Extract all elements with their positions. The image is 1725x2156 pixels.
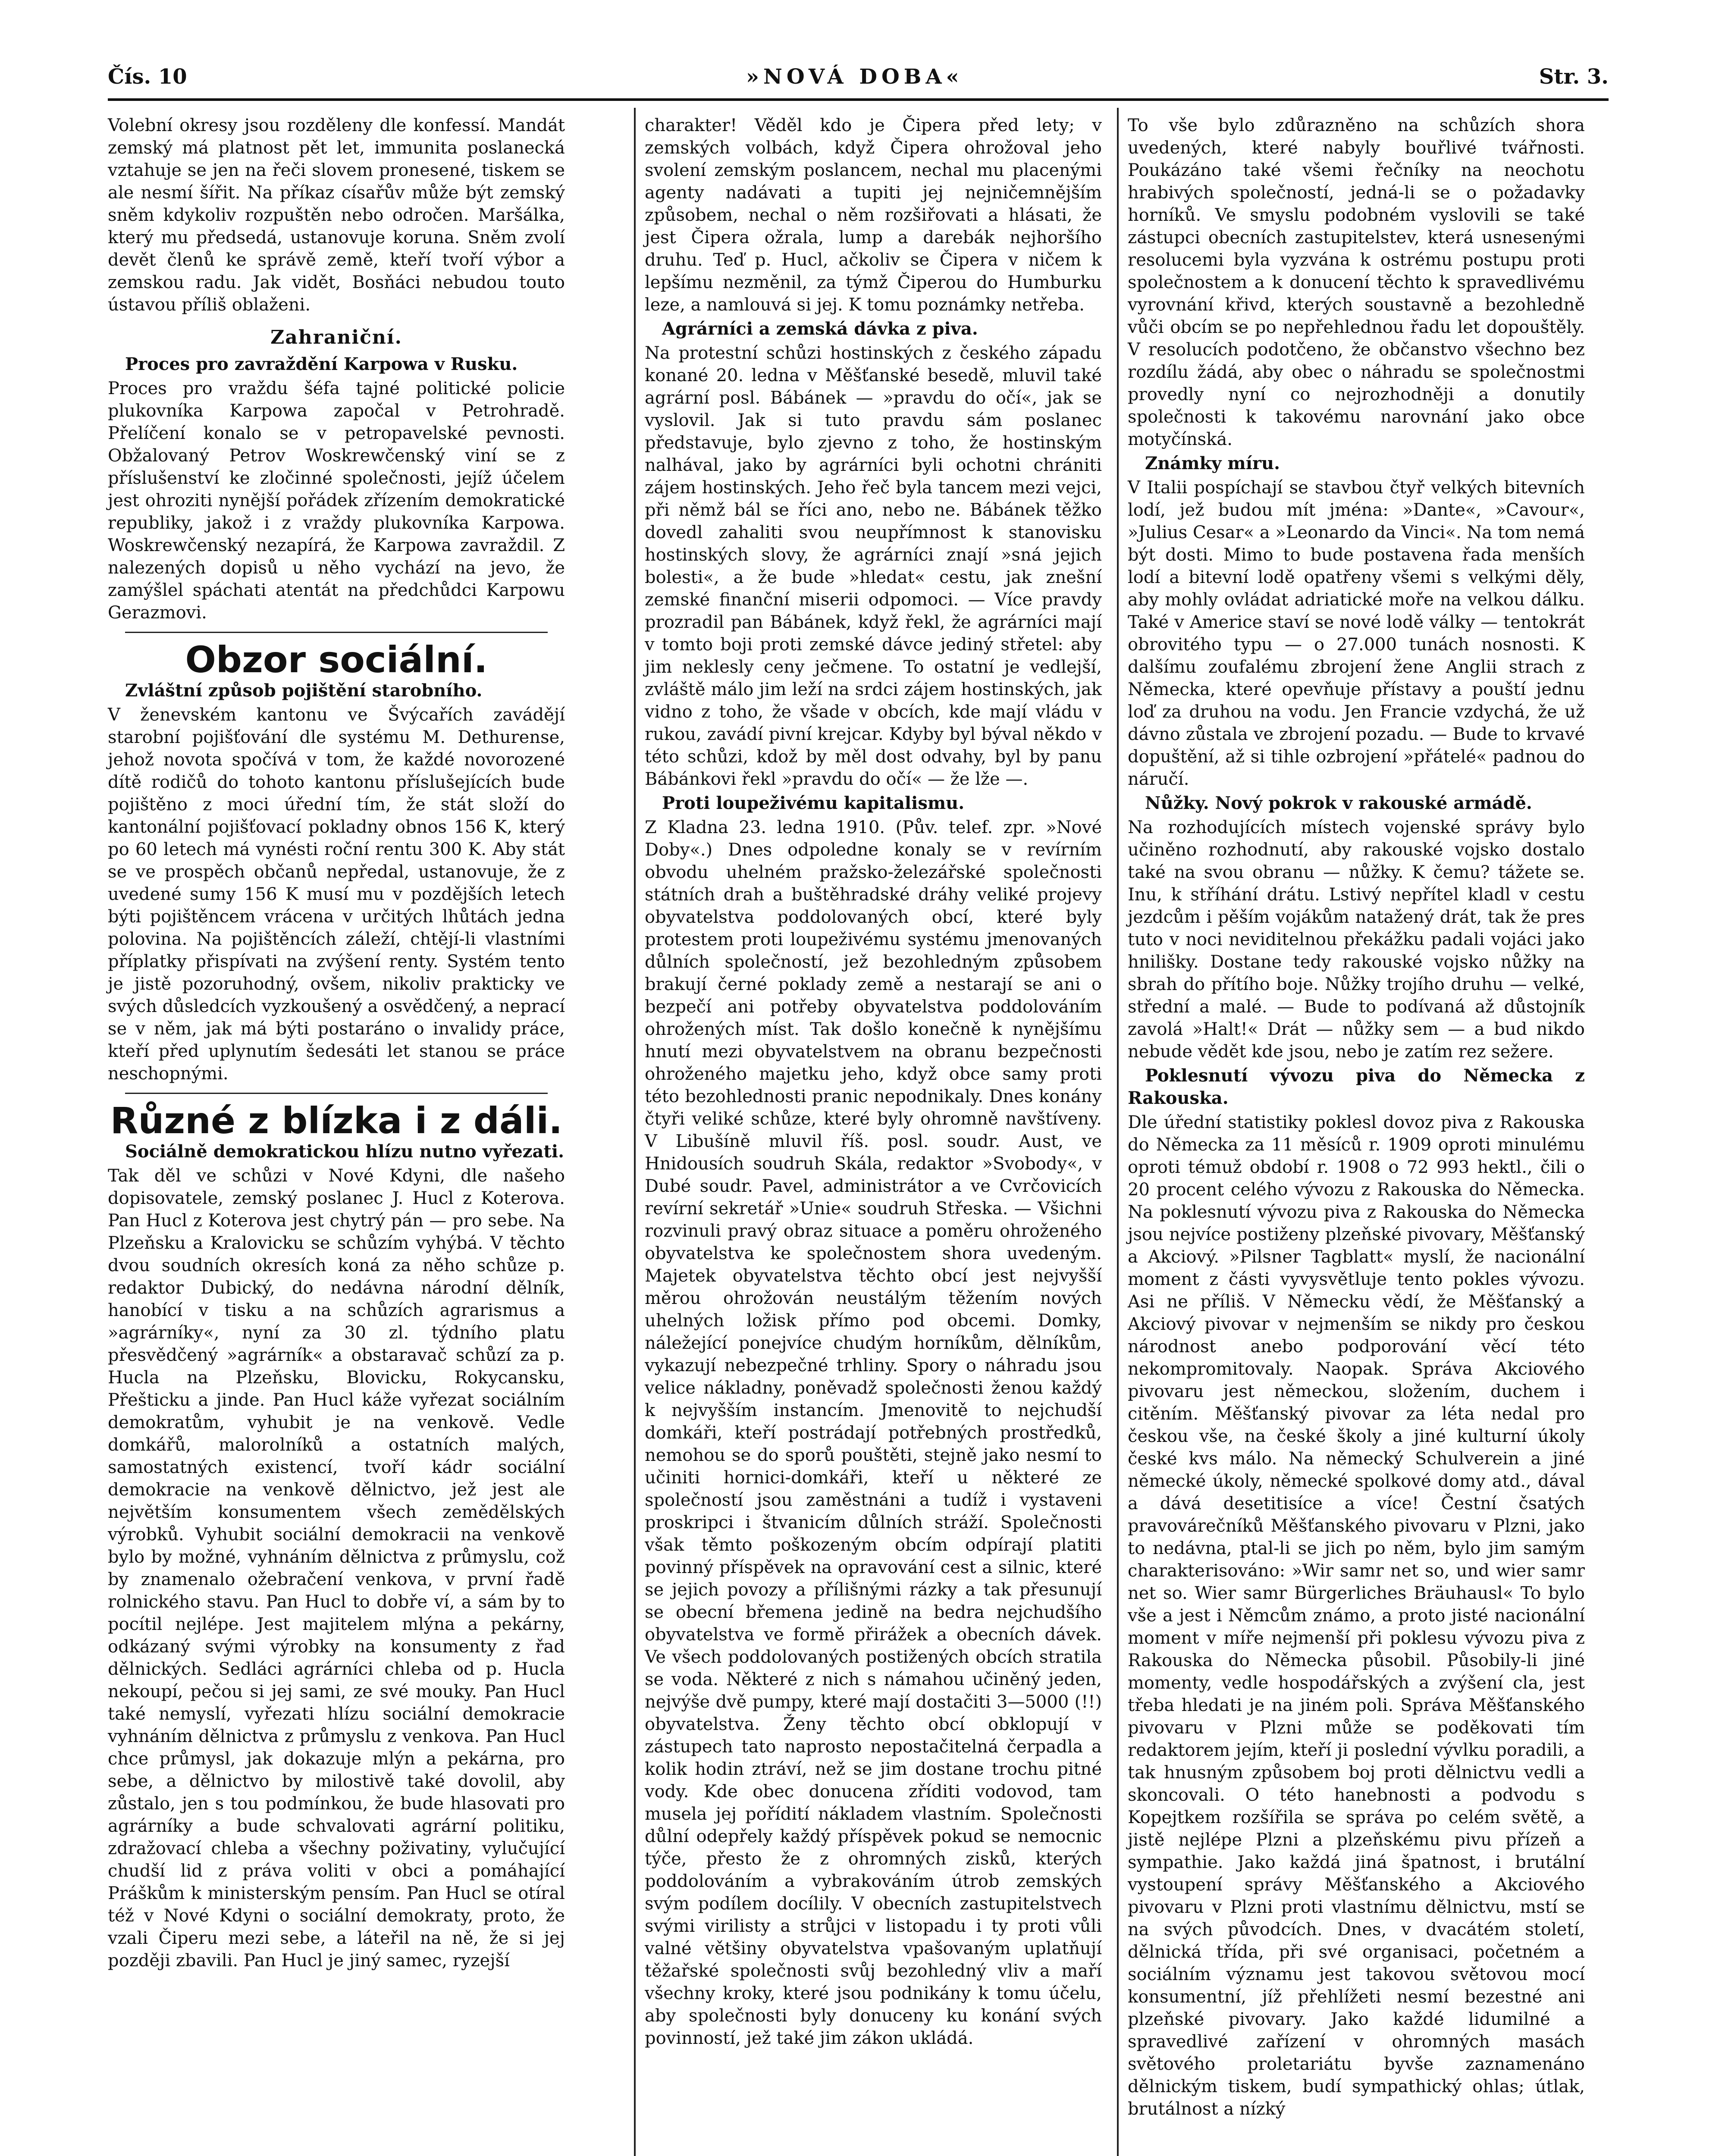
column-1 (108, 114, 565, 1974)
article-title: Proti loupeživému kapitalismu. (662, 793, 965, 813)
article-title: Proces pro zavraždění Karpowa v Rusku. (125, 354, 518, 374)
section-heading-various: Různé z blízka i z dáli. (110, 1100, 563, 1142)
article-title: Známky míru. (1145, 453, 1280, 473)
newspaper-title: »NOVÁ DOBA« (746, 65, 963, 89)
separator (125, 1093, 548, 1094)
issue-number: Čís. 10 (108, 65, 187, 89)
article-title: Nůžky. Nový pokrok v rakouské armádě. (1145, 793, 1532, 813)
article-text: Na protestní schůzi hostinských z českého západu konané 20. ledna v Měšťanské besedě, mluvil také agrární posl. Bábánek — »pravdu do očí«, jak se vyslovil. Jak si tuto pravdu sám poslanec představuje, bylo zjevno z toho, že hostinským nalhával, jako by agrárníci byli ochotni chrániti zájem hostinských. Jeho řeč byla tancem mezi vejci, při němž bál se říci ano, nebo ne. Bábánek těžko dovedl zahaliti svou neupřímnost k stanovisku hostinských slovy, že agrárníci znají »sná jejich bolesti«, a že bude »hledat« cestu, jak znešní zemské finanční miserii odpomoci. — Více pravdy prozradil pan Bábánek, když řekl, že agrárníci mají v tomto boji proti zemské dávce jediný střetel: aby jim neklesly ceny ječmene. To ostatní je vedlejší, zvláště málo jim leží na srdci zájem hostinských, jak vidno z toho, že všade v obcích, kde mají vládu v rukou, zavádí pivní krejcar. Kdyby byl býval někdo v této schůzi, kdož by měl dost odvahy, byl by panu Bábánkovi řekl »pravdu do očí« — že lže —. (645, 343, 1102, 789)
column-2 (645, 114, 1102, 2051)
article-text: Tak děl ve schůzi v Nové Kdyni, dle našeho dopisovatele, zemský poslanec J. Hucl z Koterova. Pan Hucl z Koterova jest chytrý pán — pro sebe. Na Plzeňsku a Kralovicku se schůzím vyhýbá. V těchto dvou soudních okresích koná za něho schůze p. redaktor Dubický, do nedávna národní dělník, hanobící v tisku a na schůzích agrarismus a »agrárníky«, nyní za 30 zl. týdního platu přesvědčený »agrárník« a obstaravač schůzí za p. Hucla na Plzeňsku, Blovicku, Rokycansku, Přešticku a jinde. Pan Hucl káže vyřezat sociálním demokratům, vyhubit je na venkově. Vedle domkářů, malorolníků a ostatních malých, samostatných existencí, tvoří kádr sociální demokracie na venkově dělnictvo, jež jest ale největším konsumentem všech zemědělských výrobků. Vyhubit sociální demokracii na venkově bylo by možné, vyhnáním dělnictva z průmyslu, což by znamenalo ožebračení venkova, v první řadě rolnického stavu. Pan Hucl to dobře ví, a sám by to pocítil nejlépe. Jest majitelem mlýna a pekárny, odkázaný svými výrobky na konsumenty z řad dělnických. Sedláci agrárníci chleba od p. Hucla nekoupí, pečou si jej sami, ze své mouky. Pan Hucl také nemyslí, vyřezati hlízu sociální demokracie vyhnáním dělnictva z průmyslu z venkova. Pan Hucl chce průmysl, jak dokazuje mlýn a pekárna, pro sebe, a dělnictvo by milostivě také dovolil, aby zůstalo, jen s tou podmínkou, že bude hlasovati pro agrárníky a bude schvalovati agrární politiku, zdražovací chleba a všechny poživatiny, vylučující chudší lid z práva voliti v obci a pomáhající Práškům k ministerským pensím. Pan Hucl se otíral též v Nové Kdyni o sociální demokraty, proto, že vzali Čiperu mezi sebe, a láteřil na ně, že si jej později zbavili. Pan Hucl je jiný samec, ryzejší (108, 1166, 565, 1971)
page-number: Str. 3. (1539, 65, 1609, 89)
article-text: Dle úřední statistiky poklesl dovoz piva z Rakouska do Německa za 11 měsíců r. 1909 oproti minulému oproti témuž období r. 1908 o 72 993 hektl., čili o 20 procent celého vývozu z Rakouska do Německa. Na poklesnutí vývozu piva z Rakouska do Německa jsou nejvíce postiženy plzeňské pivovary, Měšťanský a Akciový. »Pilsner Tagblatt« myslí, že nacionální moment z části vyvysvětluje tento pokles vývozu. Asi ne příliš. V Německu vědí, že Měšťanský a Akciový pivovar v nejmenším se nikdy pro českou národnost anebo podporování věcí této nekompromitovaly. Naopak. Správa Akciového pivovaru jest německou, složením, duchem i citěním. Měšťanský pivovar za léta nedal pro českou vše, na české školy a jiné kulturní úkoly české kvs málo. Na německý Schulverein a jiné německé úkoly, německé spolkové domy atd., dával a dává desetitisíce a více! Čestní čsatých pravovárečníků Měšťanského pivovaru v Plzni, jako to nedávna, ptal-li se jich po něm, bylo jim samým charakterisováno: »Wir samr net so, und wier samr net so. Wier samr Bürgerliches Bräuhausl« To bylo vše a jest i Němcům známo, a proto jisté nacionální moment v míře nejmenší při poklesu vývozu piva z Rakouska do Německa působil. Působily-li jiné momenty, vedle hospodářských a zvýšení cla, jest třeba hledati je na jiném poli. Správa Měšťanského pivovaru v Plzni může se poděkovati tím redaktorem jejím, kteří ji poslední vývlku poradili, a tak hnusným způsobem boj proti dělnictvu vedli a skoncovali. O této hanebnosti a podvodu s Kopejtkem rozšířila se správa po celém světě, a jistě nejlépe Plzni a plzeňskému pivu přízeň a sympathie. Jako každá jiná špatnost, i brutální vystoupení správy Měšťanského a Akciového pivovaru v Plzni proti vlastnímu dělnictvu, mstí se na svých původcích. Dnes, v dvacátém století, dělnická třída, při své organisaci, početném a sociálním významu jest takovou světovou mocí konsumentní, jíž přehlížeti nesmí bezestné ani plzeňské pivovary. Jako každé lidumilné a spravedlivé zařízení v ohromných masách světového proletariátu byvše zaznamenáno dělnickým tiskem, budí sympathický ohlas; útlak, brutálnost a nízký (1128, 1112, 1585, 2119)
paragraph: Volební okresy jsou rozděleny dle konfessí. Mandát zemský má platnost pět let, immunita poslanecká vztahuje se jen na řeči slovem pronesené, tiskem se ale nesmí šířit. Na příkaz císařův může být zemský sněm kdykoliv rozpuštěn nebo odročen. Maršálka, který mu předsedá, ustanovuje koruna. Sněm zvolí devět členů ke správě země, kteří tvoří výbor a zemskou radu. Jak vidět, Bosňáci nebudou touto ústavou příliš oblaženi. (108, 116, 565, 315)
article-text: Z Kladna 23. ledna 1910. (Pův. telef. zpr. »Nové Doby«.) Dnes odpoledne konaly se v revírním obvodu uhelném pražsko-železářské společnosti státních drah a buštěhradské dráhy veliké projevy obyvatelstva poddolovaných obcí, které byly protestem proti loupeživému systému jmenovaných důlních společností, jež bezohledným způsobem brakují černé poklady země a nestarají se ani o bezpečí ani potřeby obyvatelstva poddolováním ohrožených míst. Tak došlo konečně k nynějšímu hnutí mezi obyvatelstvem na obranu bezpečnosti ohroženého majetku jeho, když obce samy proti této bezohlednosti pranic nepodnikaly. Dnes konány čtyři veliké schůze, které byly ohromně navštíveny. V Libušíně mluvil říš. posl. soudr. Aust, ve Hnidousích soudruh Skála, redaktor »Svobody«, v Dubé soudr. Pavel, administrátor a ve Cvrčovicích revírní sekretář »Unie« soudruh Střeska. — Všichni rozvinuli pravý obraz situace a poměru ohroženého obyvatelstva ke společnostem shora uvedeným. Majetek obyvatelstva těchto obcí jest nejvyšší měrou ohrožován neustálým těžením nových uhelných ložisk přímo pod obcemi. Domky, náležející ponejvíce chudým horníkům, dělníkům, vykazují nebezpečné trhliny. Spory o náhradu jsou velice nákladny, poněvadž společnosti ženou každý k nejvyšším instancím. Jmenovitě to nejchudší domkáři, kteří postrádají potřebných prostředků, nemohou se do sporů pouštěti, stejně jako nesmí to učiniti hornici-domkáři, kteří u některé ze společností jsou zaměstnáni a tudíž i vystaveni proskripci i štvanicím důlních stráží. Společnosti však těmto poškozeným obcím odpírají platiti povinný příspěvek na opravování cest a silnic, které se jejich povozy a přílišnými rázky a tak přesunují se obecní břemena jedině na bedra nejchudšího obyvatelstva ve formě přirážek a obecních dávek. Ve všech poddolovaných postižených obcích stratila se voda. Některé z nich s námahou učiněný jeden, nejvýše dvě pumpy, které mají dostačiti 3—5000 (!!) obyvatelstva. Ženy těchto obcí obklopují v zástupech tato naprosto nepostačitelná čerpadla a kolik hodin ztráví, než se jim dostane trochu pitné vody. Kde obec donucena zříditi vodovod, tam musela jej pořídití nákladem vlastním. Společnosti důlní odepřely každý příspěvek pokud se nemocnic týče, přesto že z ohromných zisků, kterých poddolováním a vybrakováním útrob zemských svým podílem docílily. V obecních zastupitelstvech svými virilisty a strůjci v listopadu i ty proti vůli valné většiny obyvatelstva vpašovaným uplatňují těžařské společnosti svůj bezohledný vliv a maří všechny kroky, které jsou podnikány k tomu účelu, aby společnosti byly donuceny ku konání svých povinností, jež také jim zákon ukládá. (645, 818, 1102, 2048)
section-heading-foreign: Zahraniční. (270, 326, 402, 348)
header-rule (108, 98, 1609, 101)
article-text: Proces pro vraždu šéfa tajné politické policie plukovníka Karpowa započal v Petrohradě. Přelíčení konalo se v petropavelské pevnosti. Obžalovaný Petrov Woskrewčenský viní se z příslušenství ke zločinné společnosti, jejíž účelem jest ohroziti nynější pořádek zřízením demokratické republiky, jakož i z vraždy plukovníka Karpowa. Woskrewčenský nezapírá, že Karpowa zavraždil. Z nalezených dopisů u něho vychází na jevo, že zamýšlel spáchati atentát na předchůdci Karpowu Gerazmovi. (108, 379, 565, 623)
article-title: Poklesnutí vývozu piva do Německa z Rakouska. (1128, 1065, 1585, 1108)
paragraph: To vše bylo zdůrazněno na schůzích shora uvedených, které nabyly bouřlivé tvářnosti. Poukázáno také všemi řečníky na neochotu hrabivých společností, jedná-li se o požadavky horníků. Ve smyslu podobném vyslovili se také zástupci obecních zastupitelstev, která usnesenými resolucemi byla vyzvána k ostrému postupu proti společnostem a k donucení těchto k spravedlivému vyrovnání křivd, kterých soustavně a bezohledně vůči obcím se po nepřehlednou řadu let dopouštěly. V resolucích podotčeno, že občanstvo všechno bez rozdílu žádá, aby obec o náhradu se společnostmi provedly nyní co nejrozhodněji a donutily společnosti k takovému narovnání jako obce motyčínská. (1128, 116, 1585, 449)
paragraph: charakter! Věděl kdo je Čipera před lety; v zemských volbách, když Čipera ohrožoval jeho svolení zemským poslancem, nechal mu placenými agenty nadávati a tupiti jej nejničemnějším způsobem, nechal o něm rozšiřovati a hlásati, že jest Čipera ožrala, lump a darebák nejhoršího druhu. Teď p. Hucl, ačkoliv se Čipera v ničem k lepšímu nezměnil, za týmž Čiperou do Humburku leze, a namlouvá si jej. K tomu poznámky netřeba. (645, 116, 1102, 315)
article-text: V ženevském kantonu ve Švýcařích zavádějí starobní pojišťování dle systému M. Dethurense, jehož novota spočívá v tom, že každé novorozené dítě rodičů do tohoto kantonu příslušejících bude pojištěno z moci úřední tím, že stát složí do kantonální pojišťovací pokladny obnos 156 K, který po 60 letech má vynésti roční rentu 300 K. Aby stát se ve prospěch občanů nepředal, ustanovuje, že z uvedené sumy 156 K musí mu v pozdějších letech býti pojištěncem vrácena v určitých lhůtách jedna polovina. Na pojištěncích záleží, chtějí-li vlastními příplatky přispívati na zvýšení renty. Systém tento je jistě pozoruhodný, ovšem, nikoliv prakticky ve svých důsledcích vyzkoušený a osvědčený, a neprací se v něm, jak má býti postaráno o invalidy práce, kteří před uplynutím šedesáti let stanou se práce neschopnými. (108, 705, 565, 1084)
article-text: V Italii pospíchají se stavbou čtyř velkých bitevních lodí, jež budou mít jména: »Dante«, »Cavour«, »Julius Cesar« a »Leonardo da Vinci«. Na tom nemá být dosti. Mimo to bude postavena řada menších lodí a bitevní lodě opatřeny všemi s velkými děly, aby mohly ovládat adriatické moře na velkou dálku. Také v Americe staví se nové lodě války — tentokrát obrovitého typu — o 27.000 tunách nosnosti. K dalšímu zoufalému zbrojení žene Anglii strach z Německa, které opevňuje přístavy a pouští jednu loď za druhou na vodu. Jen Francie vzdychá, že už dávno zůstala ve zbrojení pozadu. — Bude to krvavé dopuštění, až si tihle ozbrojení »přátelé« padnou do náručí. (1128, 478, 1585, 789)
article-text: Na rozhodujících místech vojenské správy bylo učiněno rozhodnutí, aby rakouské vojsko dostalo také na svou obranu — nůžky. K čemu? tážete se. Inu, k stříhání drátu. Lstivý nepřítel kladl v cestu jezdcům i pěším vojákům natažený drát, tak že pres tuto v noci neviditelnou překážku padali vojáci jako hnilišky. Dostane tedy rakouské vojsko nůžky na sbrah do přítího boje. Nůžky trojího druhu — velké, střední a malé. — Bude to podívaná až důstojník zavolá »Halt!« Drát — nůžky sem — a bud nikdo nebude vědět kde jsou, nebo je zatím rez sežere. (1128, 818, 1585, 1062)
page-header (108, 65, 1609, 91)
column-divider (1117, 108, 1119, 2156)
article-title: Zvláštní způsob pojištění starobního. (125, 680, 483, 701)
article-title: Agrárníci a zemská dávka z piva. (662, 319, 978, 339)
column-3 (1128, 114, 1585, 2122)
section-heading-social: Obzor sociální. (185, 639, 488, 681)
column-divider (634, 108, 636, 2156)
separator (125, 632, 548, 633)
article-title: Sociálně demokratickou hlízu nutno vyřezati. (125, 1141, 565, 1162)
